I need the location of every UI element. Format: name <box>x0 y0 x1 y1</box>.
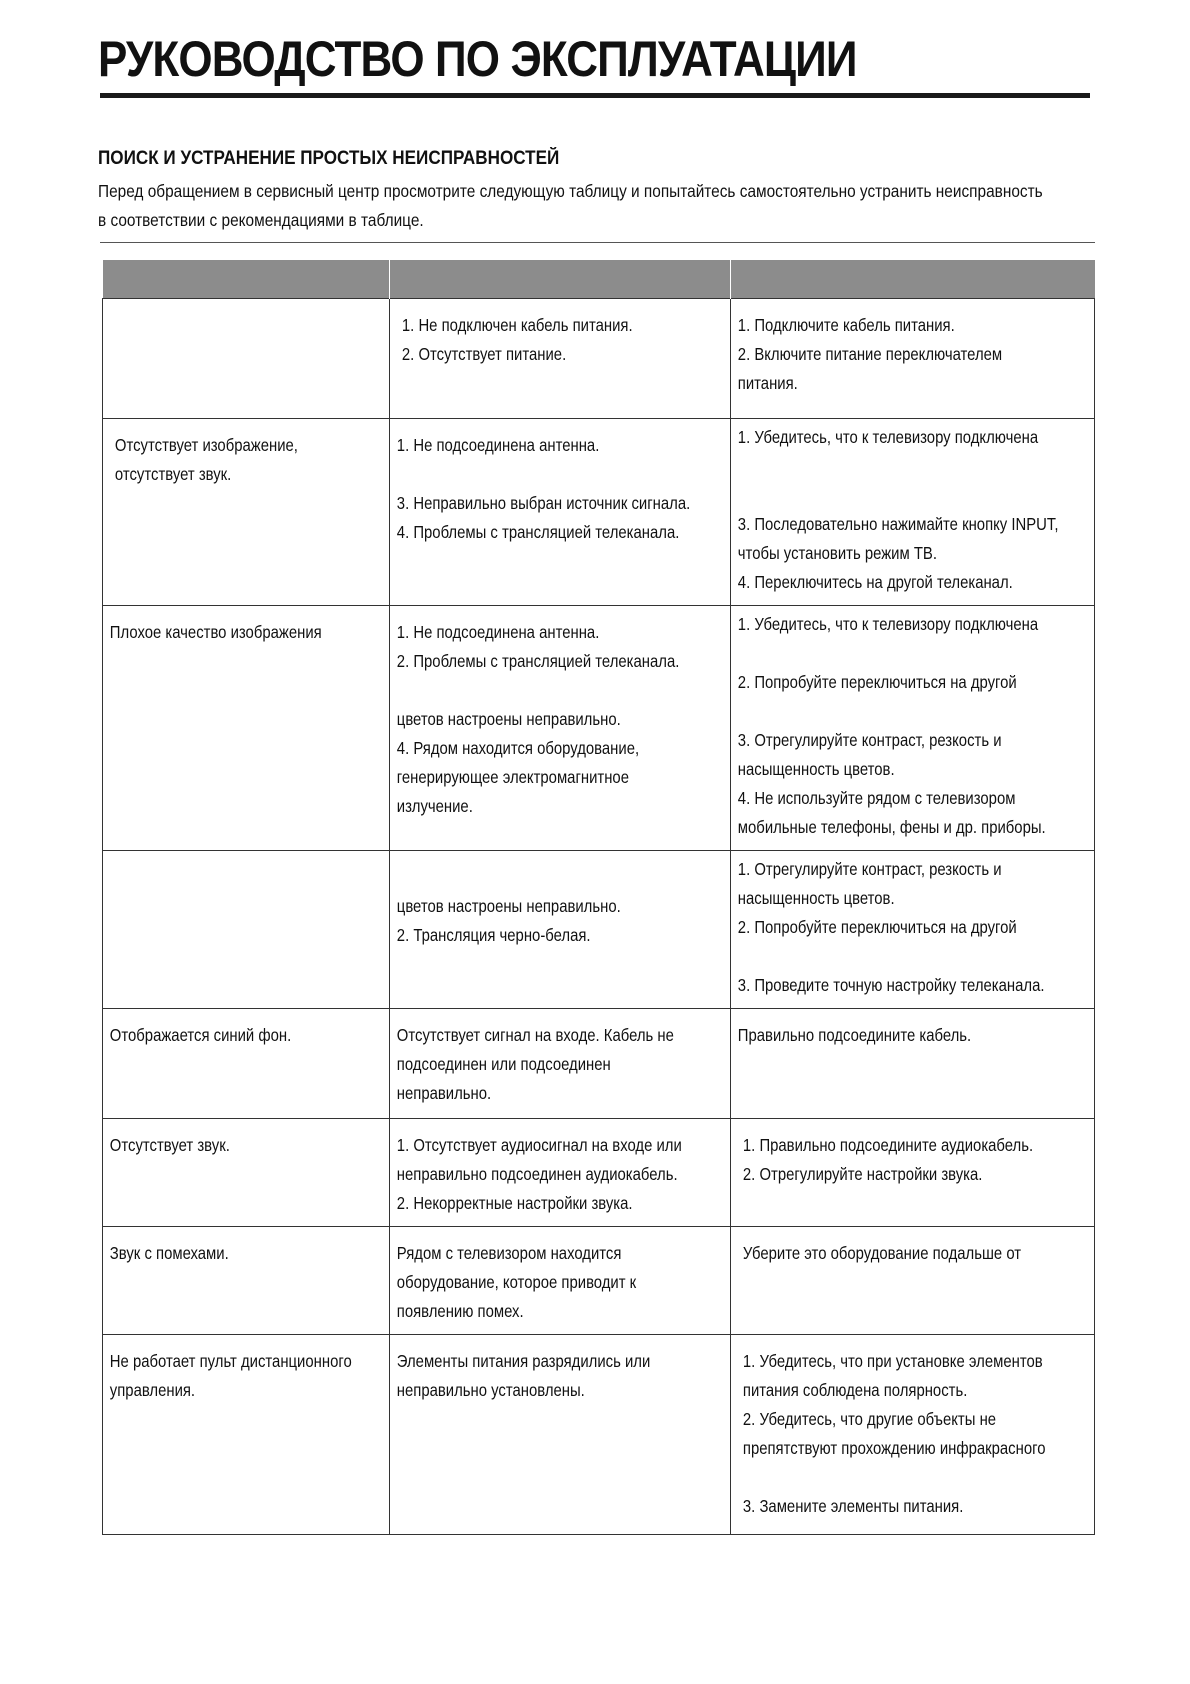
page-title: РУКОВОДСТВО ПО ЭКСПЛУАТАЦИИ <box>98 31 857 87</box>
solution-cell <box>731 419 1095 606</box>
table-row <box>103 1227 1095 1335</box>
problem-line <box>110 863 397 892</box>
problem-line: Отображается синий фон. <box>109 1025 292 1045</box>
cause-line: 1. Не подсоединена антенна. <box>396 622 600 642</box>
cause-line: появлению помех. <box>396 1301 524 1321</box>
cause-line: оборудование, которое приводит к <box>396 1272 637 1292</box>
cause-line: 2. Некорректные настройки звука. <box>396 1193 633 1213</box>
cause-cell <box>390 1119 731 1227</box>
solution-line <box>743 1463 1107 1492</box>
cause-cell <box>390 1227 731 1335</box>
problem-cell <box>103 1227 390 1335</box>
problem-line: Плохое качество изображения <box>109 622 322 642</box>
cause-line: 2. Отсутствует питание. <box>401 344 567 364</box>
cause-line <box>397 863 738 892</box>
cause-line <box>397 676 738 705</box>
cause-cell <box>390 1009 731 1119</box>
intro-line: Перед обращением в сервисный центр просмотрите следующую таблицу и попытайтесь самостоятельно устранить неисправность <box>98 181 1043 201</box>
cause-line: Отсутствует сигнал на входе. Кабель не <box>396 1025 674 1045</box>
table-row <box>103 1335 1095 1535</box>
solution-line: 1. Убедитесь, что к телевизору подключена <box>737 614 1039 634</box>
cause-line: 3. Неправильно выбран источник сигнала. <box>396 493 691 513</box>
cause-line: 2. Проблемы с трансляцией телеканала. <box>396 651 680 671</box>
solution-line: Уберите это оборудование подальше от <box>742 1243 1022 1263</box>
table-row <box>103 1009 1095 1119</box>
solution-line: 3. Проведите точную настройку телеканала. <box>737 975 1045 995</box>
intro-divider <box>100 242 1095 243</box>
solution-cell <box>731 606 1095 851</box>
solution-line: 4. Переключитесь на другой телеканал. <box>737 572 1013 592</box>
solution-line <box>738 697 1102 726</box>
solution-line: 1. Правильно подсоедините аудиокабель. <box>742 1135 1034 1155</box>
problem-line: Отсутствует изображение, <box>114 435 298 455</box>
solution-line: препятствуют прохождению инфракрасного <box>742 1438 1046 1458</box>
cause-line: 1. Не подключен кабель питания. <box>401 315 633 335</box>
solution-line: 2. Включите питание переключателем <box>737 344 1003 364</box>
solution-line: 4. Не используйте рядом с телевизором <box>737 788 1016 808</box>
cause-line: 1. Отсутствует аудиосигнал на входе или <box>396 1135 682 1155</box>
cause-cell <box>390 419 731 606</box>
table-row <box>103 299 1095 419</box>
solution-line <box>738 481 1102 510</box>
section-intro <box>98 177 1057 235</box>
solution-line: насыщенность цветов. <box>737 759 895 779</box>
cause-line: 4. Проблемы с трансляцией телеканала. <box>396 522 680 542</box>
solution-line: 3. Отрегулируйте контраст, резкость и <box>737 730 1002 750</box>
problem-line: Звук с помехами. <box>109 1243 229 1263</box>
header-problem <box>103 260 390 299</box>
table-row <box>103 851 1095 1009</box>
cause-cell <box>390 606 731 851</box>
solution-line: 3. Замените элементы питания. <box>742 1496 964 1516</box>
solution-line: 2. Попробуйте переключиться на другой <box>737 917 1017 937</box>
solution-cell <box>731 1227 1095 1335</box>
table-row <box>103 1119 1095 1227</box>
intro-line: в соответствии с рекомендациями в таблице. <box>98 210 424 230</box>
solution-line: 1. Отрегулируйте контраст, резкость и <box>737 859 1002 879</box>
title-divider <box>100 93 1090 98</box>
solution-line <box>738 452 1102 481</box>
solution-line <box>738 942 1102 971</box>
problem-cell <box>103 419 390 606</box>
solution-line: 1. Убедитесь, что при установке элементов <box>742 1351 1043 1371</box>
problem-cell <box>103 1009 390 1119</box>
solution-line: питания соблюдена полярность. <box>742 1380 968 1400</box>
problem-line: отсутствует звук. <box>114 464 232 484</box>
section-heading: ПОИСК И УСТРАНЕНИЕ ПРОСТЫХ НЕИСПРАВНОСТЕЙ <box>98 148 560 169</box>
cause-line: 1. Не подсоединена антенна. <box>396 435 600 455</box>
cause-cell <box>390 851 731 1009</box>
problem-cell <box>103 851 390 1009</box>
solution-line: насыщенность цветов. <box>737 888 895 908</box>
cause-line: 4. Рядом находится оборудование, <box>396 738 640 758</box>
problem-cell <box>103 1119 390 1227</box>
solution-cell <box>731 299 1095 419</box>
solution-line: мобильные телефоны, фены и др. приборы. <box>737 817 1046 837</box>
cause-line: 2. Трансляция черно-белая. <box>396 925 591 945</box>
solution-line: 2. Попробуйте переключиться на другой <box>737 672 1017 692</box>
solution-line: чтобы установить режим ТВ. <box>737 543 937 563</box>
solution-cell <box>731 851 1095 1009</box>
problem-cell <box>103 606 390 851</box>
solution-line: 2. Отрегулируйте настройки звука. <box>742 1164 983 1184</box>
problem-line <box>110 311 397 340</box>
cause-line: цветов настроены неправильно. <box>396 709 621 729</box>
table-row <box>103 419 1095 606</box>
table-header-row <box>103 260 1095 299</box>
problem-line: управления. <box>109 1380 196 1400</box>
solution-line: 2. Убедитесь, что другие объекты не <box>742 1409 997 1429</box>
table-row <box>103 606 1095 851</box>
cause-line <box>397 460 738 489</box>
solution-cell <box>731 1119 1095 1227</box>
problem-line: Отсутствует звук. <box>109 1135 230 1155</box>
header-solution <box>731 260 1095 299</box>
cause-line: подсоединен или подсоединен <box>396 1054 611 1074</box>
cause-line: неправильно. <box>396 1083 492 1103</box>
problem-cell <box>103 299 390 419</box>
solution-cell <box>731 1335 1095 1535</box>
solution-line <box>738 639 1102 668</box>
cause-cell <box>390 1335 731 1535</box>
cause-line: Элементы питания разрядились или <box>396 1351 651 1371</box>
problem-cell <box>103 1335 390 1535</box>
problem-line: Не работает пульт дистанционного <box>109 1351 352 1371</box>
cause-line: неправильно установлены. <box>396 1380 585 1400</box>
solution-line: 1. Убедитесь, что к телевизору подключена <box>737 427 1039 447</box>
solution-line: 1. Подключите кабель питания. <box>737 315 955 335</box>
cause-line: излучение. <box>396 796 473 816</box>
solution-cell <box>731 1009 1095 1119</box>
troubleshooting-table <box>102 260 1095 1535</box>
solution-line: 3. Последовательно нажимайте кнопку INPUT, <box>737 514 1059 534</box>
solution-line: питания. <box>737 373 798 393</box>
cause-line: цветов настроены неправильно. <box>396 896 621 916</box>
cause-line: Рядом с телевизором находится <box>396 1243 622 1263</box>
solution-line: Правильно подсоедините кабель. <box>737 1025 972 1045</box>
cause-cell <box>390 299 731 419</box>
cause-line: генерирующее электромагнитное <box>396 767 629 787</box>
header-cause <box>390 260 731 299</box>
cause-line: неправильно подсоединен аудиокабель. <box>396 1164 678 1184</box>
